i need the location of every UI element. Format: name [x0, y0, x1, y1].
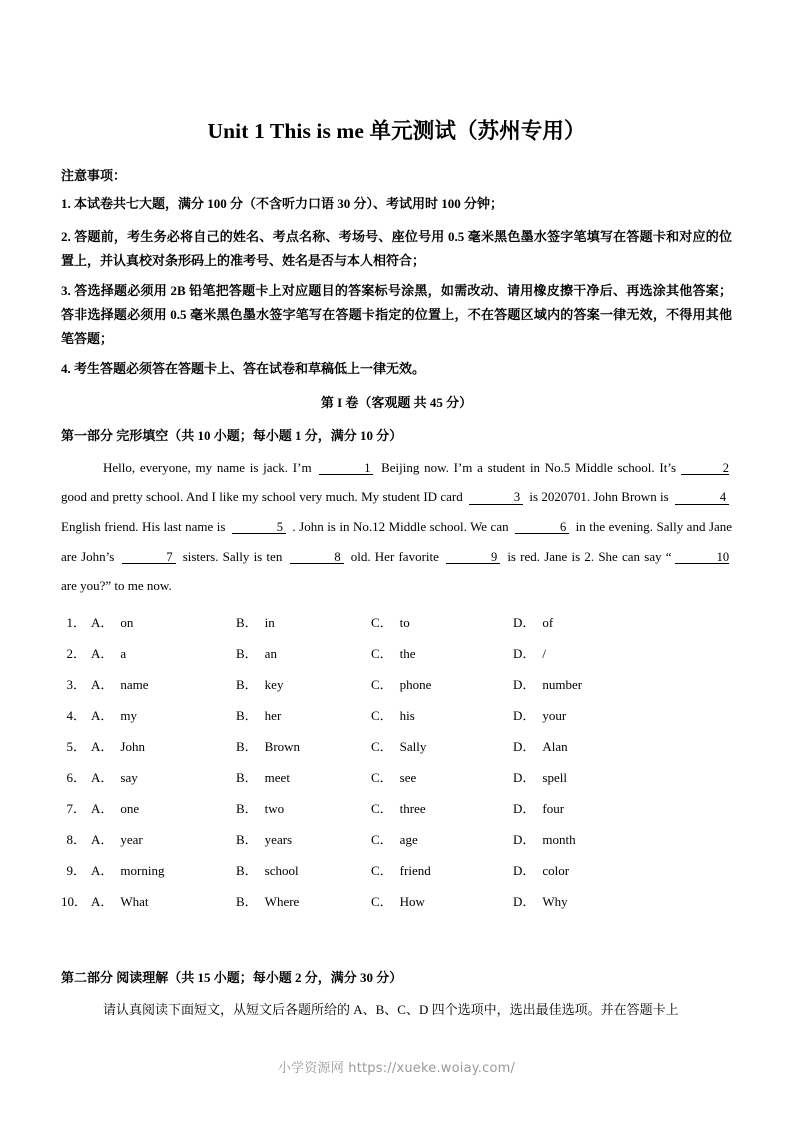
- option-letter-a: A．: [91, 831, 114, 847]
- part-two-heading: 第二部分 阅读理解（共 15 小题；每小题 2 分，满分 30 分）: [61, 969, 403, 985]
- option-a[interactable]: [91, 770, 236, 786]
- option-letter-a: A．: [91, 893, 114, 909]
- passage-segment-9: old. Her favorite: [350, 548, 439, 564]
- option-text-a: year: [120, 831, 143, 847]
- question-number: 4．: [66, 707, 86, 723]
- option-letter-c: C．: [371, 862, 393, 878]
- option-c[interactable]: [371, 863, 513, 879]
- option-row: [61, 677, 732, 708]
- option-d[interactable]: [513, 615, 663, 631]
- option-b[interactable]: [236, 739, 371, 755]
- option-text-d: month: [542, 831, 576, 847]
- option-row: [61, 646, 732, 677]
- cloze-blank-9: 9: [446, 551, 500, 565]
- option-a[interactable]: [91, 615, 236, 631]
- option-d[interactable]: [513, 801, 663, 817]
- option-text-d: color: [542, 862, 570, 878]
- passage-segment-7: in the evening. Sally and Jane are John’s: [61, 518, 733, 564]
- option-b[interactable]: [236, 894, 371, 910]
- option-a[interactable]: [91, 646, 236, 662]
- option-letter-d: D．: [513, 862, 536, 878]
- option-c[interactable]: [371, 894, 513, 910]
- passage-segment-4: is 2020701. John Brown is: [529, 489, 669, 505]
- option-text-d: Alan: [542, 738, 568, 754]
- option-d[interactable]: [513, 894, 663, 910]
- option-letter-a: A．: [91, 676, 114, 692]
- option-letter-c: C．: [371, 893, 393, 909]
- option-b[interactable]: [236, 646, 371, 662]
- option-letter-b: B．: [236, 831, 258, 847]
- option-a[interactable]: [91, 677, 236, 693]
- option-letter-d: D．: [513, 893, 536, 909]
- option-text-a: John: [120, 738, 145, 754]
- option-letter-b: B．: [236, 893, 258, 909]
- option-text-c: three: [399, 800, 426, 816]
- option-letter-d: D．: [513, 676, 536, 692]
- volume-banner: 第 I 卷（客观题 共 45 分）: [320, 395, 473, 411]
- option-text-b: her: [264, 707, 282, 723]
- cloze-blank-3: 3: [469, 491, 523, 505]
- option-d[interactable]: [513, 832, 663, 848]
- cloze-blank-1: 1: [319, 462, 373, 476]
- option-c[interactable]: [371, 615, 513, 631]
- option-letter-c: C．: [371, 738, 393, 754]
- question-number: 8．: [66, 831, 86, 847]
- option-text-a: say: [120, 769, 138, 785]
- question-number: 7．: [66, 800, 86, 816]
- notice-item-1: 1. 本试卷共七大题，满分 100 分（不含听力口语 30 分）、考试用时 100 分钟；: [61, 196, 504, 212]
- option-text-c: his: [399, 707, 415, 723]
- option-text-d: spell: [542, 769, 567, 785]
- option-letter-a: A．: [91, 800, 114, 816]
- option-letter-c: C．: [371, 614, 393, 630]
- option-b[interactable]: [236, 615, 371, 631]
- option-row: [61, 863, 732, 894]
- option-d[interactable]: [513, 646, 663, 662]
- option-a[interactable]: [91, 863, 236, 879]
- option-letter-c: C．: [371, 707, 393, 723]
- option-text-d: Why: [542, 893, 568, 909]
- option-row: [61, 801, 732, 832]
- option-c[interactable]: [371, 801, 513, 817]
- option-text-a: a: [120, 645, 127, 661]
- option-letter-d: D．: [513, 707, 536, 723]
- option-text-c: friend: [399, 862, 431, 878]
- option-b[interactable]: [236, 832, 371, 848]
- option-letter-b: B．: [236, 862, 258, 878]
- option-text-c: phone: [399, 676, 432, 692]
- option-letter-d: D．: [513, 769, 536, 785]
- cloze-options-list: [61, 615, 732, 925]
- option-letter-d: D．: [513, 800, 536, 816]
- option-b[interactable]: [236, 708, 371, 724]
- option-text-b: Brown: [264, 738, 301, 754]
- option-text-a: one: [120, 800, 140, 816]
- option-a[interactable]: [91, 708, 236, 724]
- option-text-c: Sally: [399, 738, 427, 754]
- option-text-d: your: [542, 707, 567, 723]
- reading-directions: 请认真阅读下面短文，从短文后各题所给的 A、B、C、D 四个选项中，选出最佳选项。并在答题卡上: [103, 1001, 679, 1017]
- option-text-b: two: [264, 800, 285, 816]
- notice-item-3: 3. 答选择题必须用 2B 铅笔把答题卡上对应题目的答案标号涂黑，如需改动、请用橡皮擦干净后、再选涂其他答案；答非选择题必须用 0.5 毫米黑色墨水签字笔写在答题卡指定的位置上，不在答题区域内的答案一律无效，不得用其他笔答题；: [61, 283, 732, 346]
- cloze-passage: [61, 453, 732, 601]
- question-number: 3．: [66, 676, 86, 692]
- option-text-c: the: [399, 645, 416, 661]
- option-a[interactable]: [91, 739, 236, 755]
- passage-segment-2: Beijing now. I’m a student in No.5 Middle school. It’s: [381, 459, 677, 475]
- option-text-a: on: [120, 614, 134, 630]
- option-text-d: four: [542, 800, 565, 816]
- notice-item-2: 2. 答题前，考生务必将自己的姓名、考点名称、考场号、座位号用 0.5 毫米黑色墨水签字笔填写在答题卡和对应的位置上，并认真校对条形码上的准考号、姓名是否与本人相符合；: [61, 229, 732, 268]
- option-row: [61, 615, 732, 646]
- option-row: [61, 708, 732, 739]
- option-text-b: years: [264, 831, 293, 847]
- option-text-b: school: [264, 862, 299, 878]
- option-c[interactable]: [371, 770, 513, 786]
- cloze-blank-6: 6: [515, 521, 569, 535]
- option-letter-c: C．: [371, 769, 393, 785]
- option-text-c: to: [399, 614, 410, 630]
- question-number: 9．: [66, 862, 86, 878]
- option-letter-c: C．: [371, 831, 393, 847]
- passage-segment-10: is red. Jane is 2. She can say “: [507, 548, 672, 564]
- option-row: [61, 832, 732, 863]
- option-text-b: Where: [264, 893, 300, 909]
- option-letter-b: B．: [236, 800, 258, 816]
- option-letter-d: D．: [513, 614, 536, 630]
- cloze-blank-10: 10: [675, 551, 730, 565]
- passage-segment-6: . John is in No.12 Middle school. We can: [292, 518, 509, 534]
- option-b[interactable]: [236, 801, 371, 817]
- question-number: 2．: [66, 645, 86, 661]
- option-row: [61, 770, 732, 801]
- question-number: 1．: [66, 614, 86, 630]
- cloze-blank-2: 2: [681, 462, 729, 476]
- option-letter-a: A．: [91, 707, 114, 723]
- option-text-d: number: [542, 676, 583, 692]
- option-letter-a: A．: [91, 614, 114, 630]
- part-two-section: [61, 968, 732, 1022]
- cloze-blank-5: 5: [232, 521, 286, 535]
- option-letter-c: C．: [371, 800, 393, 816]
- option-text-a: name: [120, 676, 149, 692]
- option-letter-b: B．: [236, 738, 258, 754]
- option-letter-a: A．: [91, 738, 114, 754]
- option-b[interactable]: [236, 770, 371, 786]
- question-number: 5．: [66, 738, 86, 754]
- option-d[interactable]: [513, 739, 663, 755]
- passage-segment-8: sisters. Sally is ten: [182, 548, 283, 564]
- option-d[interactable]: [513, 677, 663, 693]
- option-c[interactable]: [371, 677, 513, 693]
- option-text-a: my: [120, 707, 138, 723]
- option-letter-d: D．: [513, 831, 536, 847]
- option-a[interactable]: [91, 832, 236, 848]
- option-d[interactable]: [513, 708, 663, 724]
- option-letter-b: B．: [236, 707, 258, 723]
- option-text-d: /: [542, 645, 547, 661]
- question-number: 6．: [66, 769, 86, 785]
- option-c[interactable]: [371, 646, 513, 662]
- option-letter-b: B．: [236, 769, 258, 785]
- option-text-a: morning: [120, 862, 165, 878]
- option-letter-a: A．: [91, 769, 114, 785]
- option-letter-a: A．: [91, 645, 114, 661]
- option-b[interactable]: [236, 863, 371, 879]
- passage-segment-11: are you?” to me now.: [61, 578, 172, 594]
- page-title: Unit 1 This is me 单元测试（苏州专用）: [207, 119, 586, 143]
- option-a[interactable]: [91, 894, 236, 910]
- option-letter-a: A．: [91, 862, 114, 878]
- option-c[interactable]: [371, 832, 513, 848]
- option-letter-c: C．: [371, 676, 393, 692]
- option-text-b: an: [264, 645, 277, 661]
- option-text-b: key: [264, 676, 284, 692]
- option-text-d: of: [542, 614, 554, 630]
- passage-segment-3: good and pretty school. And I like my school very much. My student ID card: [61, 489, 463, 505]
- notice-heading: 注意事项：: [61, 167, 127, 183]
- option-row: [61, 894, 732, 925]
- option-text-c: How: [399, 893, 425, 909]
- option-letter-b: B．: [236, 614, 258, 630]
- option-letter-d: D．: [513, 738, 536, 754]
- option-d[interactable]: [513, 770, 663, 786]
- option-letter-b: B．: [236, 676, 258, 692]
- cloze-blank-4: 4: [675, 491, 729, 505]
- option-letter-b: B．: [236, 645, 258, 661]
- option-c[interactable]: [371, 739, 513, 755]
- option-text-a: What: [120, 893, 149, 909]
- cloze-blank-7: 7: [122, 551, 176, 565]
- notice-item-4: 4. 考生答题必须答在答题卡上、答在试卷和草稿低上一律无效。: [61, 361, 426, 377]
- passage-segment-1: Hello, everyone, my name is jack. I’m: [103, 459, 312, 475]
- option-text-b: meet: [264, 769, 290, 785]
- option-b[interactable]: [236, 677, 371, 693]
- part-one-heading: 第一部分 完形填空（共 10 小题；每小题 1 分，满分 10 分）: [61, 427, 403, 443]
- option-text-b: in: [264, 614, 275, 630]
- option-text-c: see: [399, 769, 417, 785]
- option-row: [61, 739, 732, 770]
- cloze-blank-8: 8: [290, 551, 344, 565]
- option-c[interactable]: [371, 708, 513, 724]
- option-text-c: age: [399, 831, 418, 847]
- option-letter-c: C．: [371, 645, 393, 661]
- passage-segment-5: English friend. His last name is: [61, 518, 226, 534]
- question-number: 10．: [61, 893, 88, 909]
- footer-watermark: 小学资源网 https://xueke.woiay.com/: [277, 1061, 516, 1076]
- option-d[interactable]: [513, 863, 663, 879]
- option-a[interactable]: [91, 801, 236, 817]
- option-letter-d: D．: [513, 645, 536, 661]
